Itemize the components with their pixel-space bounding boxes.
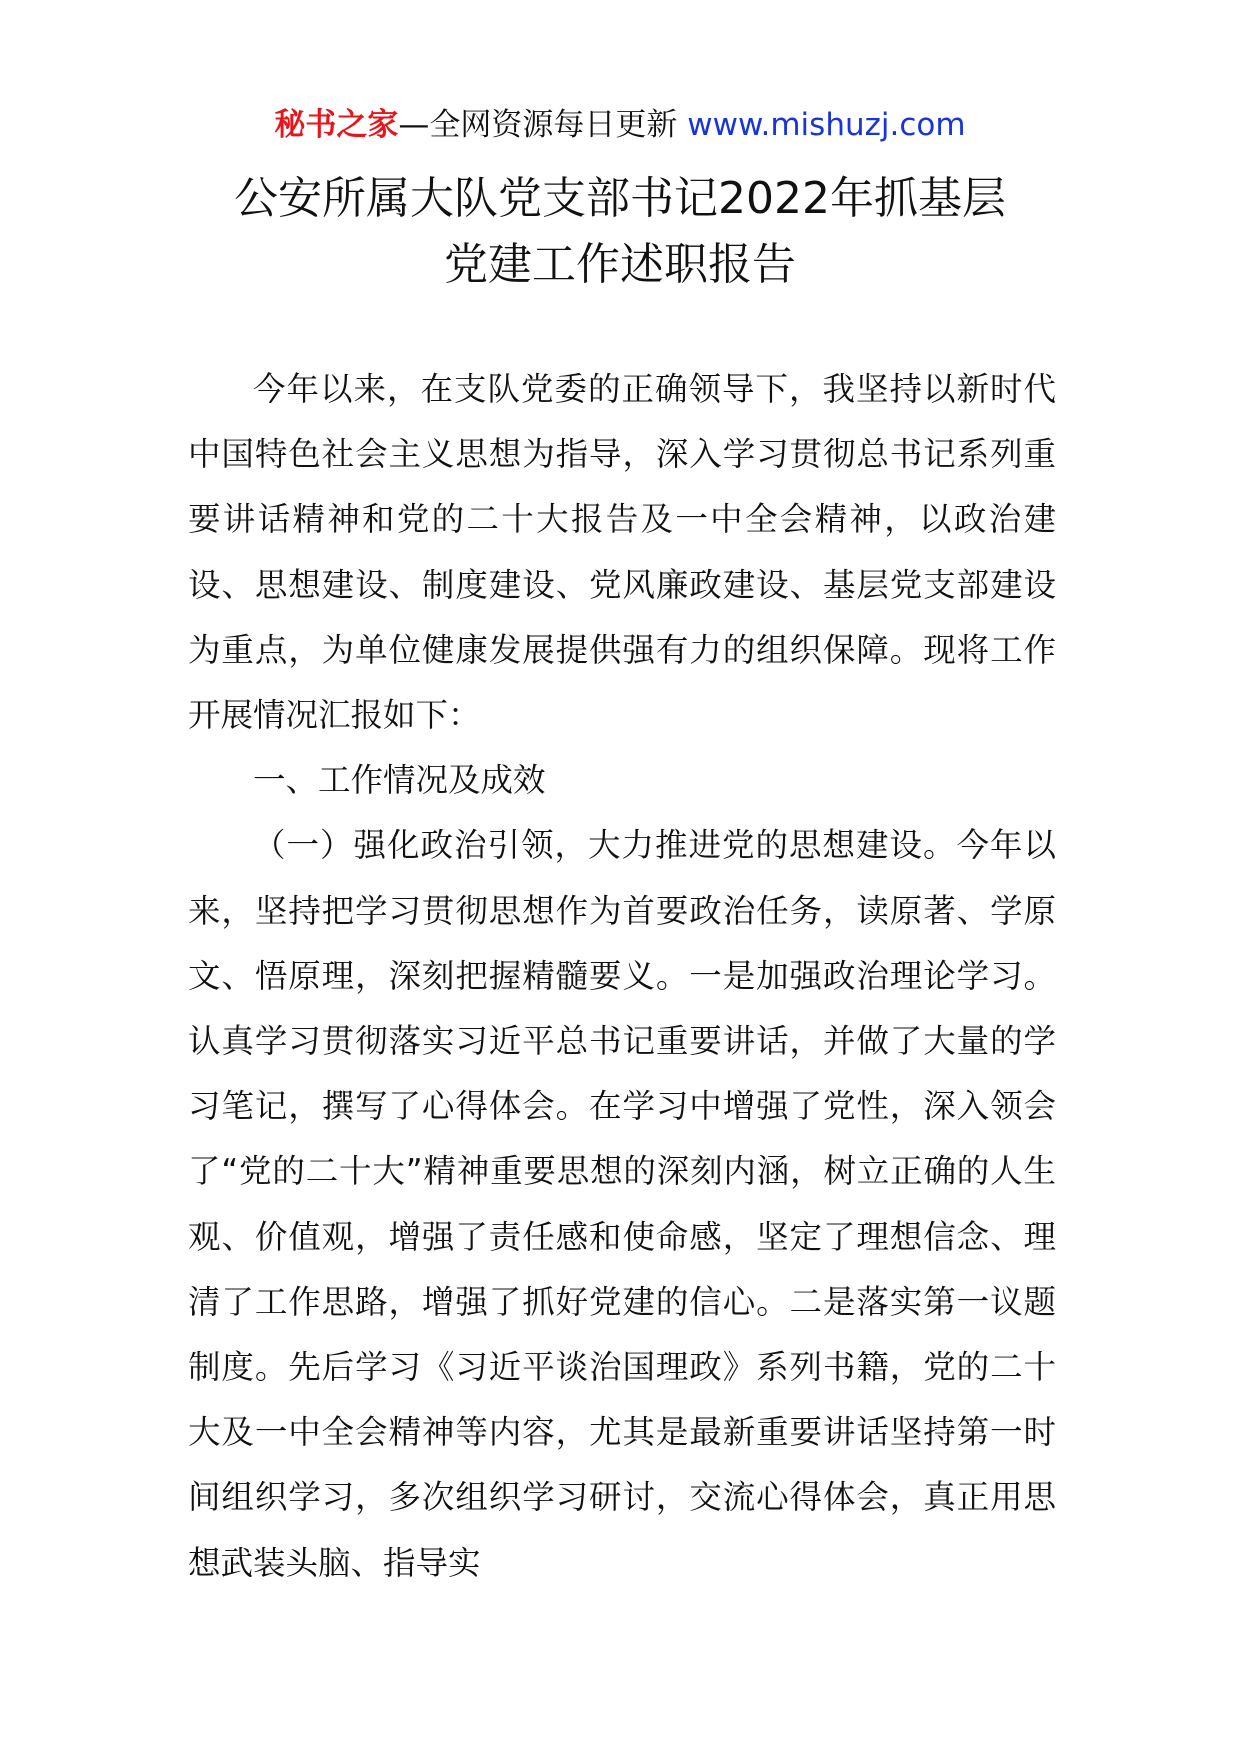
header-banner <box>0 103 1240 147</box>
site-tagline: —全网资源每日更新 <box>398 107 688 143</box>
document-title <box>150 166 1090 298</box>
site-name: 秘书之家 <box>274 107 399 143</box>
site-url-link[interactable]: www.mishuzj.com <box>687 107 966 143</box>
document-body <box>188 357 1056 1596</box>
section-heading: 一、工作情况及成效 <box>253 761 546 800</box>
title-line-2: 党建工作述职报告 <box>444 239 796 290</box>
title-line-1: 公安所属大队党支部书记2022年抓基层 <box>234 173 1006 224</box>
intro-paragraph: 今年以来，在支队党委的正确领导下，我坚持以新时代中国特色社会主义思想为指导，深入学习贯彻总书记系列重要讲话精神和党的二十大报告及一中全会精神，以政治建设、思想建设、制度建设、党风廉政建设、基层党支部建设为重点，为单位健康发展提供强有力的组织保障。现将工作开展情况汇报如下： <box>188 370 1056 735</box>
body-paragraph: （一）强化政治引领，大力推进党的思想建设。今年以来，坚持把学习贯彻思想作为首要政治任务，读原著、学原文、悟原理，深刻把握精髓要义。一是加强政治理论学习。认真学习贯彻落实习近平总书记重要讲话，并做了大量的学习笔记，撰写了心得体会。在学习中增强了党性，深入领会了“党的二十大”精神重要思想的深刻内涵，树立正确的人生观、价值观，增强了责任感和使命感，坚定了理想信念、理清了工作思路，增强了抓好党建的信心。二是落实第一议题制度。先后学习《习近平谈治国理政》系列书籍，党的二十大及一中全会精神等内容，尤其是最新重要讲话坚持第一时间组织学习，多次组织学习研讨，交流心得体会，真正用思想武装头脑、指导实 <box>188 826 1056 1582</box>
